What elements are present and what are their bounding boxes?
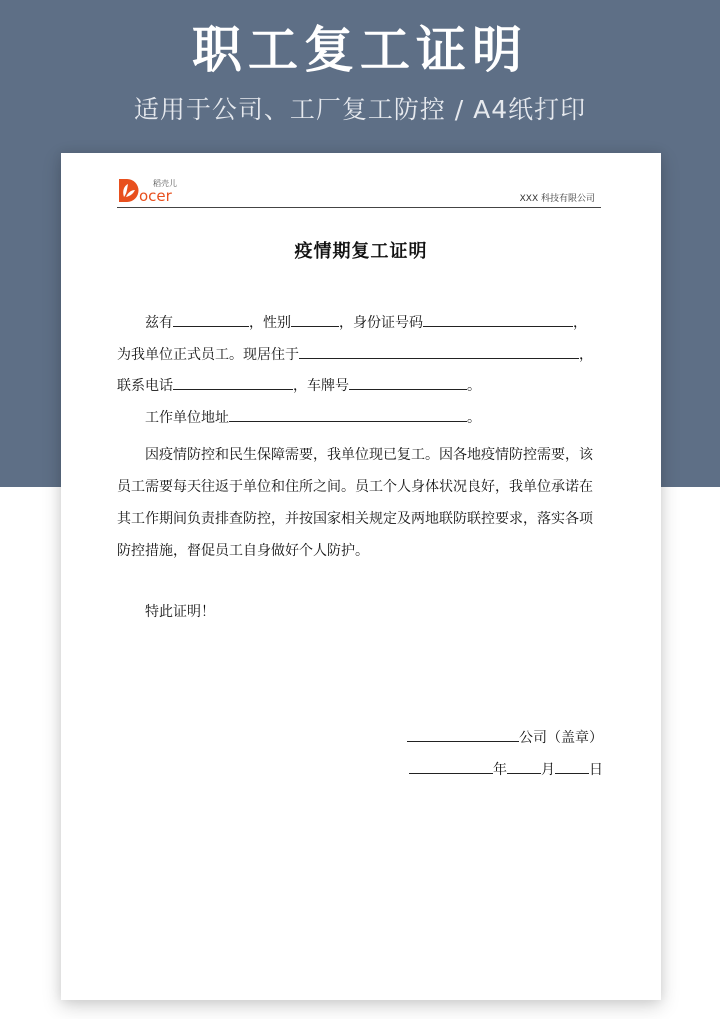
field-line-name: 兹有 ，性别 ，身份证号码 ， — [117, 312, 603, 333]
month-field[interactable] — [507, 759, 541, 774]
field-line-phone: 联系电话 ，车牌号 。 — [117, 375, 603, 396]
day-field[interactable] — [555, 759, 589, 774]
field-line-address: 为我单位正式员工。现居住于 ， — [117, 344, 603, 365]
work-address-field[interactable] — [229, 407, 467, 422]
document-header — [117, 175, 601, 208]
year-field[interactable] — [409, 759, 493, 774]
phone-field[interactable] — [173, 375, 293, 390]
signature-date: 年 月 日 — [409, 759, 603, 780]
document-page — [61, 153, 661, 1000]
company-seal-field[interactable] — [407, 727, 519, 742]
name-field[interactable] — [173, 312, 249, 327]
document-title: 疫情期复工证明 — [294, 241, 428, 262]
residence-field[interactable] — [299, 344, 579, 359]
field-line-work-address: 工作单位地址 。 — [117, 407, 603, 428]
svg-text:ocer: ocer — [139, 187, 172, 205]
closing-text: 特此证明！ — [145, 604, 215, 620]
plate-number-field[interactable] — [349, 375, 467, 390]
id-number-field[interactable] — [423, 312, 573, 327]
banner-subtitle: 适用于公司、工厂复工防控 / A4纸打印 — [133, 95, 587, 124]
company-name: XXX 科技有限公司 — [519, 194, 595, 204]
gender-field[interactable] — [291, 312, 339, 327]
banner-title: 职工复工证明 — [192, 21, 528, 79]
docer-logo-icon — [117, 175, 187, 205]
body-paragraph: 因疫情防控和民生保障需要，我单位现已复工。因各地疫情防控需要，该员工需要每天往返于单位和住所之间。员工个人身体状况良好，我单位承诺在其工作期间负责排查防控，并按国家相关规定及两地联防联控要求，落实各项防控措施，督促员工自身做好个人防护。 — [117, 447, 593, 559]
svg-text:稻壳儿: 稻壳儿 — [153, 179, 177, 188]
signature-company: 公司（盖章） — [407, 727, 603, 748]
